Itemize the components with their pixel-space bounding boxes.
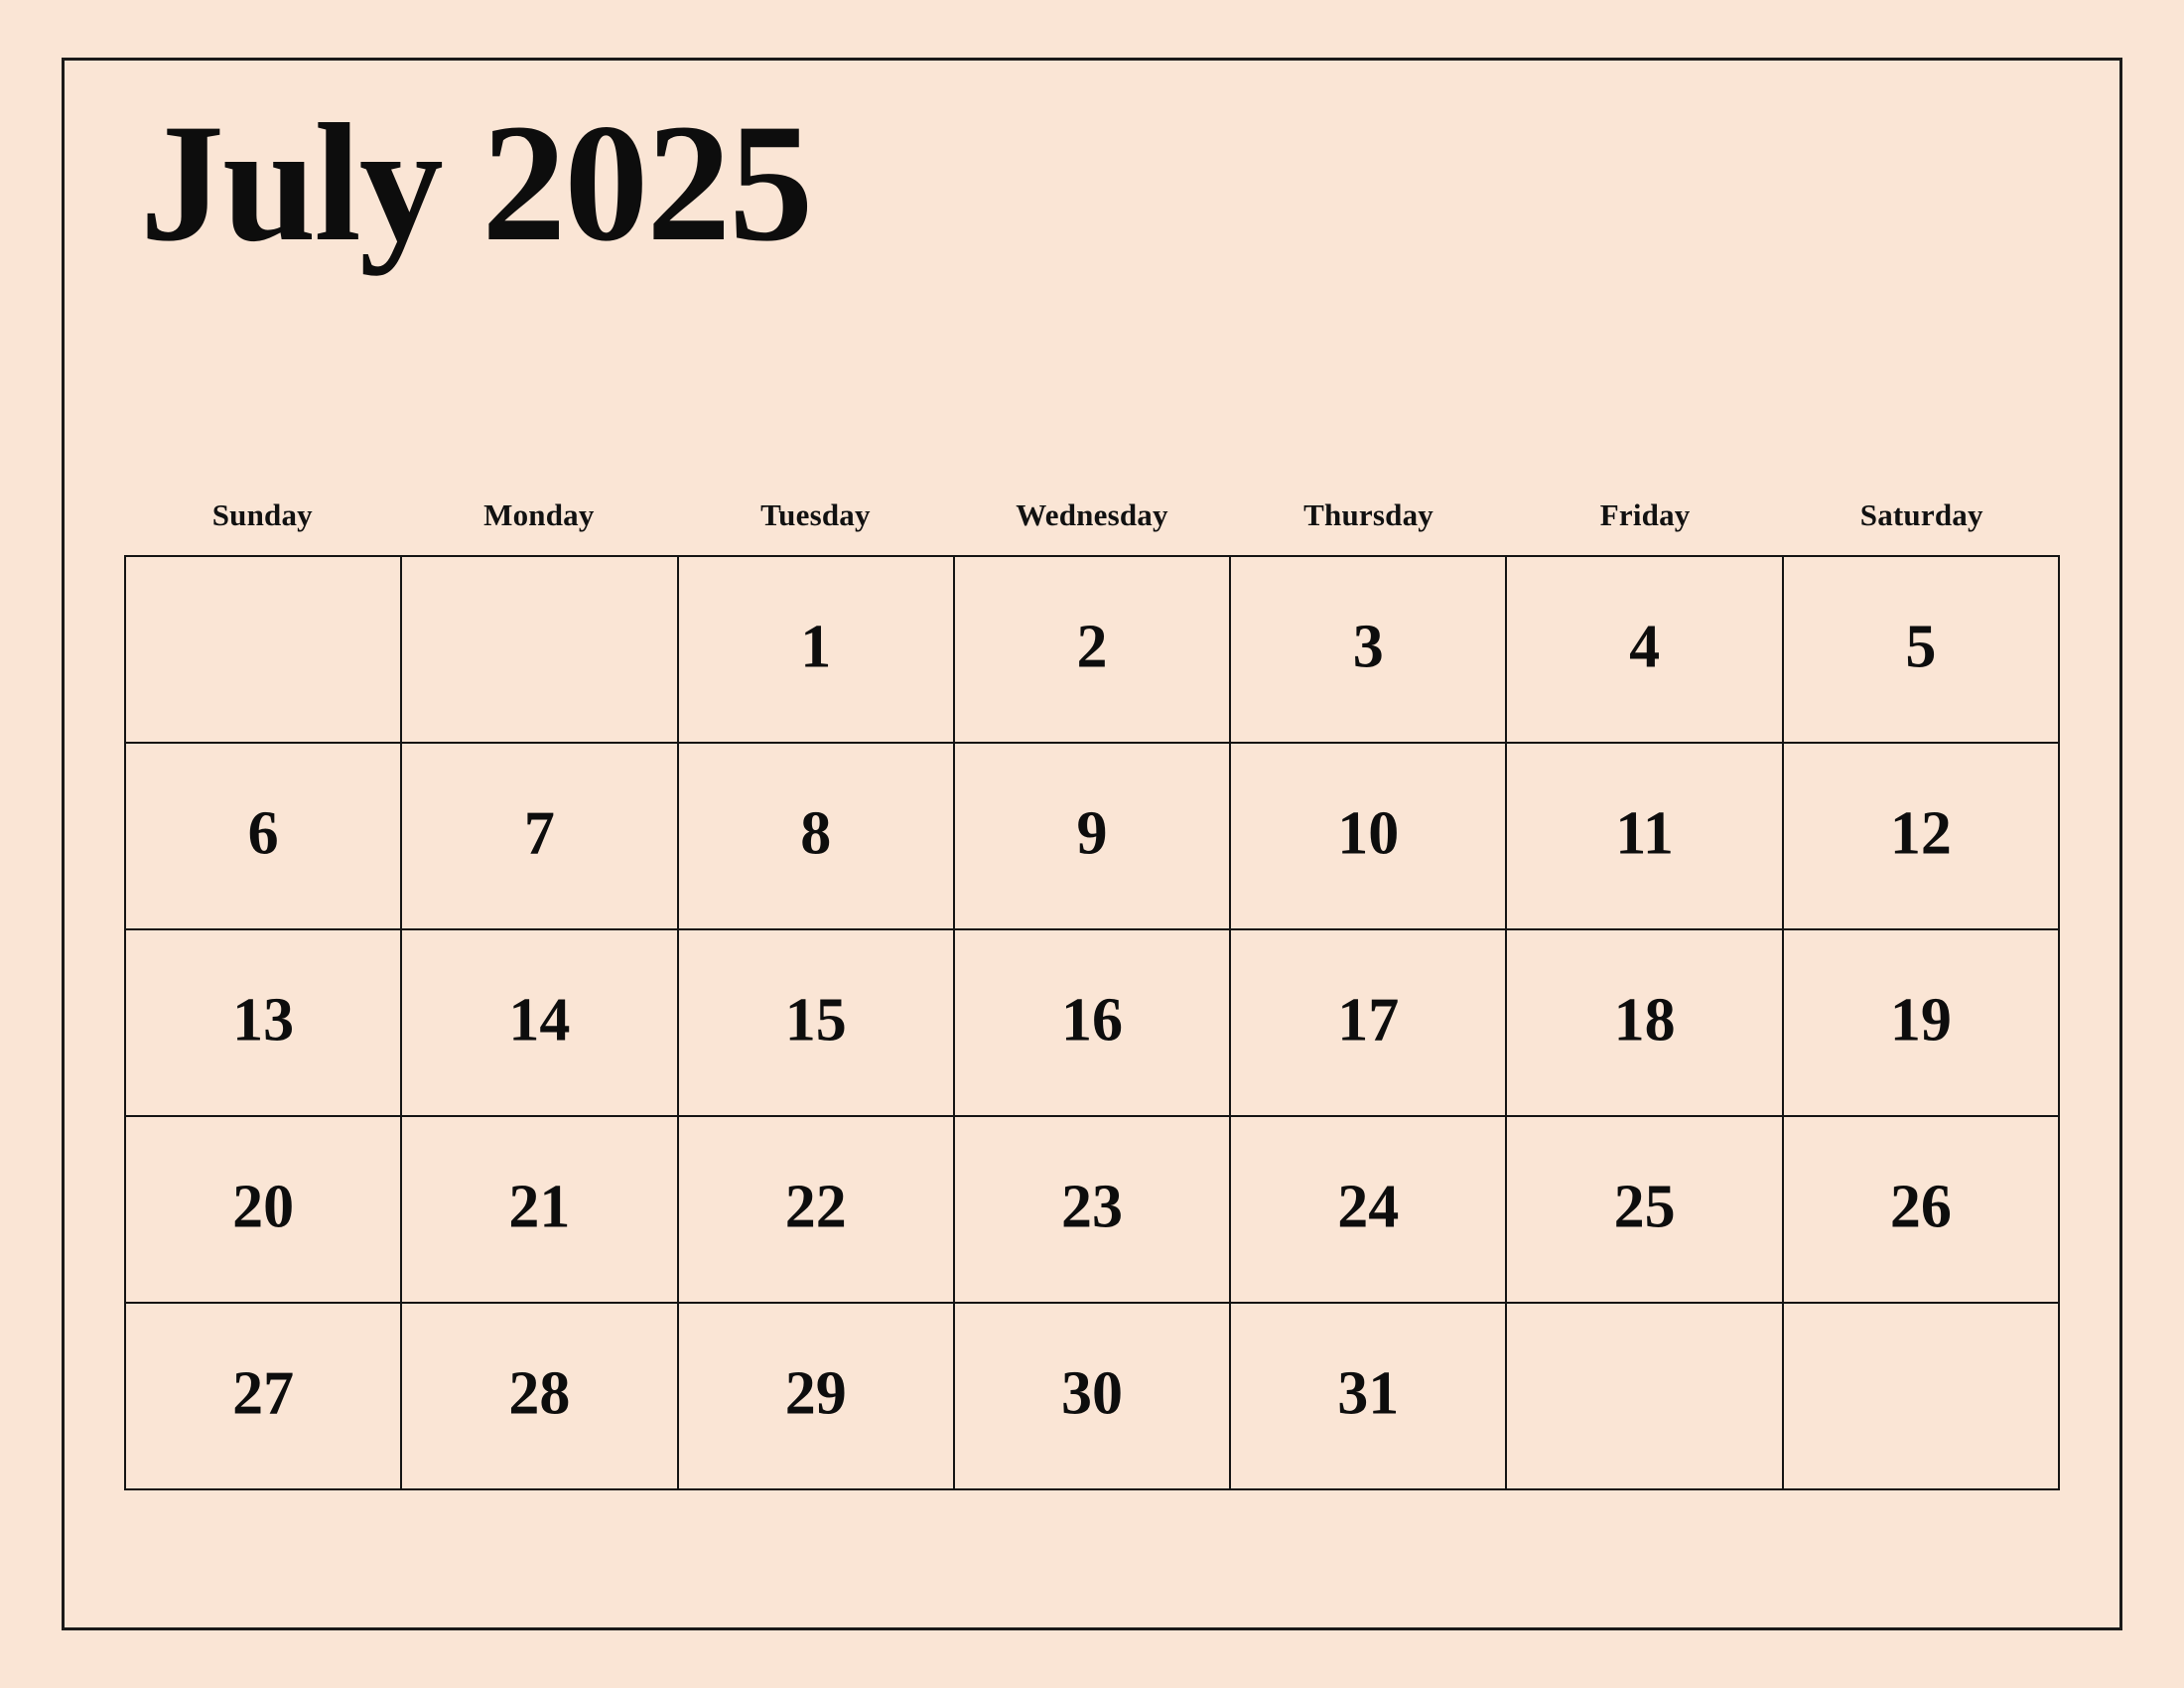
- day-cell[interactable]: [1507, 1117, 1783, 1304]
- day-number: 23: [1060, 1173, 1123, 1241]
- day-number: 21: [508, 1173, 571, 1241]
- day-cell[interactable]: [955, 1117, 1231, 1304]
- day-number: 29: [784, 1359, 847, 1428]
- day-number: 10: [1337, 799, 1400, 868]
- day-cell[interactable]: [1784, 1304, 2060, 1490]
- day-number: 9: [1076, 799, 1108, 868]
- day-cell[interactable]: [1784, 1117, 2060, 1304]
- day-number: 3: [1352, 613, 1384, 681]
- day-cell[interactable]: [402, 557, 678, 744]
- day-number: 2: [1076, 613, 1108, 681]
- day-number: 24: [1337, 1173, 1400, 1241]
- day-number: 27: [232, 1359, 295, 1428]
- day-cell[interactable]: [402, 1304, 678, 1490]
- day-number: 1: [800, 613, 832, 681]
- day-cell[interactable]: [679, 744, 955, 930]
- page-border-frame: [62, 58, 2122, 1630]
- day-cell[interactable]: [126, 744, 402, 930]
- day-number: 13: [232, 986, 295, 1055]
- weekday-header-tuesday: Tuesday: [760, 497, 871, 532]
- day-cell[interactable]: [1231, 1117, 1507, 1304]
- page-title: July 2025: [140, 89, 812, 276]
- day-number: 15: [784, 986, 847, 1055]
- day-number: 14: [508, 986, 571, 1055]
- day-cell[interactable]: [679, 1304, 955, 1490]
- day-number: 4: [1629, 613, 1661, 681]
- weekday-header-saturday: Saturday: [1859, 497, 1983, 532]
- day-cell[interactable]: [1231, 557, 1507, 744]
- day-number: 7: [523, 799, 555, 868]
- weekday-header-friday: Friday: [1599, 497, 1691, 532]
- day-cell[interactable]: [402, 1117, 678, 1304]
- weekday-header-thursday: Thursday: [1303, 497, 1433, 532]
- month-calendar: [124, 497, 2060, 1490]
- day-cell[interactable]: [1507, 1304, 1783, 1490]
- day-cell[interactable]: [126, 930, 402, 1117]
- day-cell[interactable]: [679, 930, 955, 1117]
- day-cell[interactable]: [402, 930, 678, 1117]
- day-number: 20: [232, 1173, 295, 1241]
- day-number: 19: [1889, 986, 1952, 1055]
- day-number: 12: [1889, 799, 1952, 868]
- day-cell[interactable]: [126, 1117, 402, 1304]
- day-number: 11: [1615, 799, 1674, 868]
- day-cell[interactable]: [1507, 744, 1783, 930]
- day-number: 26: [1889, 1173, 1952, 1241]
- weekday-header-wednesday: Wednesday: [1016, 497, 1168, 532]
- day-cell[interactable]: [1507, 557, 1783, 744]
- day-cell[interactable]: [679, 557, 955, 744]
- day-cell[interactable]: [126, 1304, 402, 1490]
- day-cell[interactable]: [1784, 557, 2060, 744]
- day-number: 22: [784, 1173, 847, 1241]
- day-number: 31: [1337, 1359, 1400, 1428]
- day-cell[interactable]: [402, 744, 678, 930]
- day-number: 5: [1905, 613, 1937, 681]
- weekday-header-monday: Monday: [483, 497, 595, 532]
- day-cell[interactable]: [126, 557, 402, 744]
- day-number: 25: [1613, 1173, 1676, 1241]
- day-number: 6: [247, 799, 279, 868]
- day-cell[interactable]: [955, 744, 1231, 930]
- day-cell[interactable]: [955, 1304, 1231, 1490]
- weekday-header-row: [124, 497, 2060, 533]
- day-cell[interactable]: [1784, 930, 2060, 1117]
- day-cell[interactable]: [1231, 930, 1507, 1117]
- day-cell[interactable]: [679, 1117, 955, 1304]
- weekday-header-sunday: Sunday: [211, 497, 313, 532]
- day-number: 16: [1060, 986, 1123, 1055]
- day-cell[interactable]: [1784, 744, 2060, 930]
- day-cell[interactable]: [1231, 744, 1507, 930]
- day-cell[interactable]: [955, 930, 1231, 1117]
- day-number: 17: [1337, 986, 1400, 1055]
- day-cell[interactable]: [1231, 1304, 1507, 1490]
- calendar-grid: [124, 555, 2060, 1490]
- day-number: 8: [800, 799, 832, 868]
- day-cell[interactable]: [955, 557, 1231, 744]
- day-number: 28: [508, 1359, 571, 1428]
- day-number: 30: [1060, 1359, 1123, 1428]
- day-cell[interactable]: [1507, 930, 1783, 1117]
- day-number: 18: [1613, 986, 1676, 1055]
